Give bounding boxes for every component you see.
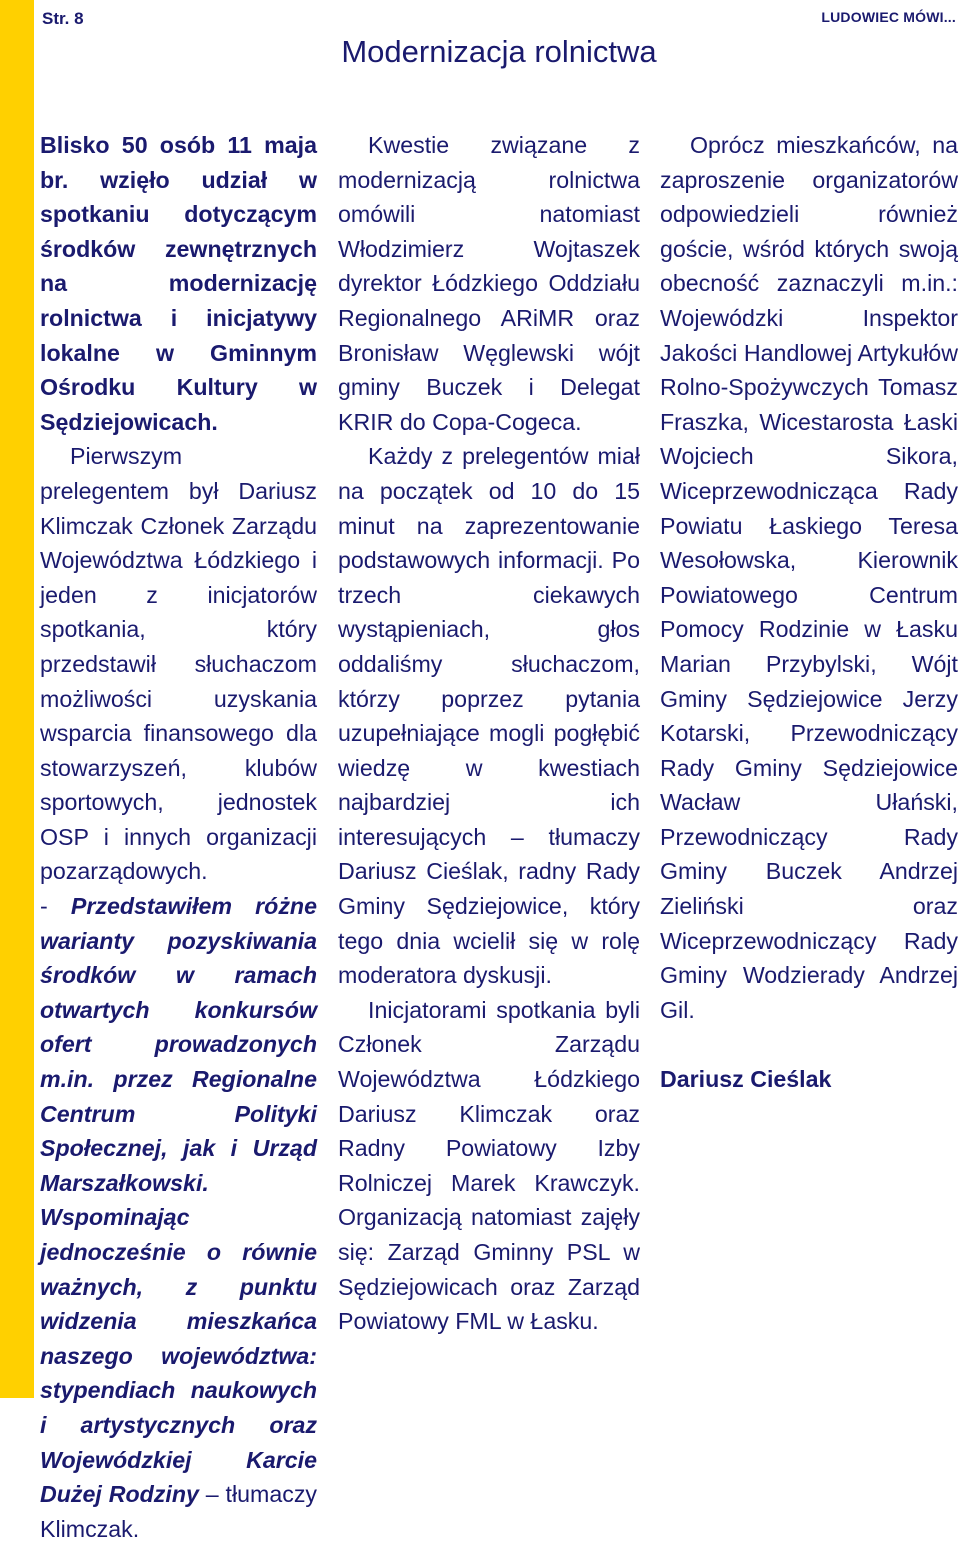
quote-paragraph — [40, 889, 317, 1546]
paragraph-4-text: Inicjatorami spotkania byli Członek Zarządu Województwa Łódzkiego Dariusz Klimczak oraz Radny Powiatowy Izby Rolniczej Marek Krawczyk. Organizacją natomiast zajęły się: Zarząd Gminny PSL w Sędziejowicach oraz Zarząd Powiatowy FML w Łasku. — [338, 996, 640, 1335]
column-2 — [338, 128, 640, 1339]
body-text: Pierwszym prelegentem był Dariusz Klimczak Członek Zarządu Województwa Łódzkiego i jeden z inicjatorów spotkania, który przedstawił słuchaczom możliwości uzyskania wsparcia finansowego dla stowarzyszeń, klubów sportowych, jednostek OSP i innych organizacji pozarządowych. — [40, 443, 317, 885]
lead-text: Blisko 50 osób 11 maja br. wzięło udział w spotkaniu dotyczącym środków zewnętrznych na modernizację rolnictwa i inicjatywy lokalne w Gminnym Ośrodku Kultury w Sędziejowicach. — [40, 132, 317, 435]
paragraph-3 — [338, 439, 640, 993]
quote-tail: – tłumaczy Klimczak. — [40, 1481, 318, 1542]
paragraph-5 — [660, 128, 958, 1027]
paragraph-5-text: Oprócz mieszkańców, na zaproszenie organizatorów odpowiedzieli również goście, wśród których swoją obecność zaznaczyli m.in.: Wojewódzki Inspektor Jakości Handlowej Artykułów Rolno-Spożywczych Tomasz Fraszka, Wicestarosta Łaski Wojciech Sikora, Wiceprzewodnicząca Rady Powiatu Łaskiego Teresa Wesołowska, Kierownik Powiatowego Centrum Pomocy Rodzinie w Łasku Marian Przybylski, Wójt Gminy Sędziejowice Jerzy Kotarski, Przewodniczący Rady Gminy Sędziejowice Wacław Ułański, Przewodniczący Rady Gminy Buczek Andrzej Zieliński oraz Wiceprzewodniczący Rady Gminy Wodzierady Andrzej Gil. — [660, 132, 958, 1023]
lead-paragraph — [40, 128, 317, 439]
page-number: Str. 8 — [42, 9, 84, 28]
body-paragraph — [40, 439, 317, 889]
running-head: LUDOWIEC MÓWI... — [821, 9, 956, 25]
paragraph-2-text: Kwestie związane z modernizacją rolnictwa omówili natomiast Włodzimierz Wojtaszek dyrektor Łódzkiego Oddziału Regionalnego ARiMR oraz Bronisław Węglewski wójt gminy Buczek i Delegat KRIR do Copa-Cogeca. — [338, 132, 640, 435]
yellow-margin-bar — [0, 0, 34, 1398]
paragraph-4 — [338, 993, 640, 1339]
column-3 — [660, 128, 958, 1097]
quote-dash: - — [40, 893, 71, 920]
paragraph-2 — [338, 128, 640, 439]
paragraph-3-text: Każdy z prelegentów miał na początek od 10 do 15 minut na zaprezentowanie podstawowych informacji. Po trzech ciekawych wystąpieniach, głos oddaliśmy słuchaczom, którzy poprzez pytania uzupełniające mogli pogłębić wiedzę w kwestiach najbardziej ich interesujących – tłumaczy Dariusz Cieślak, radny Rady Gminy Sędziejowice, który tego dnia wcielił się w rolę moderatora dyskusji. — [338, 443, 640, 989]
quote-italic: Przedstawiłem różne warianty pozyskiwania środków w ramach otwartych konkursów ofert prowadzonych m.in. przez Regionalne Centrum Polityki Społecznej, jak i Urząd Marszałkowski. Wspominając jednocześnie o równie ważnych, z punktu widzenia mieszkańca naszego województwa: stypendiach naukowych i artystycznych oraz Wojewódzkiej Karcie Dużej Rodziny — [40, 893, 317, 1508]
author-signature: Dariusz Cieślak — [660, 1066, 832, 1093]
column-1 — [40, 128, 317, 1546]
article-title: Modernizacja rolnictwa — [341, 34, 657, 69]
